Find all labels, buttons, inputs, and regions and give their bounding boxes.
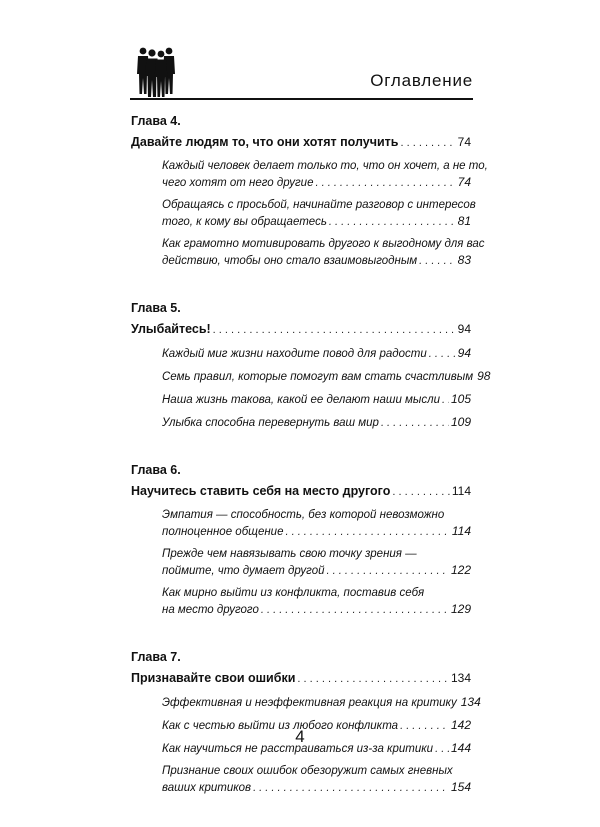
page-title: Оглавление [370, 71, 473, 90]
section-page: 98 [477, 369, 491, 383]
section-title-line: Как грамотно мотивировать другого к выгодному для вас [162, 238, 485, 250]
section-page: 154 [450, 780, 471, 794]
section-title-line: Эффективная и неэффективная реакция на критику [162, 697, 457, 709]
section-title-line: поймите, что думает другой [162, 565, 325, 577]
dot-leader [327, 563, 449, 579]
dot-leader [261, 602, 449, 618]
people-silhouettes-icon [134, 44, 178, 98]
section-page: 129 [450, 602, 471, 616]
chapter-title-entry[interactable] [131, 134, 471, 152]
table-of-contents [131, 113, 491, 827]
section-title-line: чего хотят от него другие [162, 177, 314, 189]
chapter-title: Признавайте свои ошибки [131, 671, 296, 685]
chapter-title-entry[interactable] [131, 321, 471, 339]
chapter-label: Глава 5. [131, 301, 181, 315]
section-title-line: Обращаясь с просьбой, начинайте разговор с интересов [162, 199, 476, 211]
section-title-line: Как с честью выйти из любого конфликта [162, 720, 399, 732]
section-page: 109 [450, 415, 471, 429]
section-page: 134 [460, 695, 481, 709]
section-title-line: Каждый миг жизни находите повод для радости [162, 348, 427, 360]
dot-leader [297, 671, 449, 688]
page-number: 4 [295, 727, 305, 746]
section-title-line: на место другого [162, 604, 259, 616]
dot-leader [429, 346, 456, 362]
section-entry[interactable] [162, 368, 491, 385]
chapter-label: Глава 6. [131, 463, 181, 477]
page-header [130, 48, 473, 100]
section-title-line: ваших критиков [162, 782, 252, 794]
dot-leader [381, 415, 449, 431]
section-page: 81 [457, 214, 471, 228]
chapter-page: 74 [457, 135, 471, 149]
section-title-line: того, к кому вы обращаетесь [162, 216, 327, 228]
chapter-4 [131, 113, 488, 269]
chapter-title: Научитесь ставить себя на место другого [131, 484, 391, 498]
dot-leader [419, 253, 455, 269]
dot-leader [253, 780, 449, 796]
section-entry[interactable] [162, 414, 471, 431]
dot-leader [392, 484, 449, 501]
chapter-7 [131, 649, 481, 796]
section-entry[interactable] [162, 197, 476, 230]
section-title-line: Каждый человек делает только то, что он хочет, а не то, [162, 160, 488, 172]
section-title-line: полноценное общение [162, 526, 284, 538]
section-title-line: Признание своих ошибок обезоружит самых гневных [162, 765, 453, 777]
chapter-label: Глава 7. [131, 650, 181, 664]
dot-leader [401, 135, 456, 152]
section-entry[interactable] [162, 763, 471, 796]
dot-leader [315, 175, 455, 191]
section-title-line: Эмпатия — способность, без которой невозможно [162, 509, 445, 521]
section-title-line: Наша жизнь такова, какой ее делают наши мысли [162, 394, 441, 406]
chapter-title: Давайте людям то, что они хотят получить [131, 135, 399, 149]
section-page: 142 [450, 718, 471, 732]
chapter-title-entry[interactable] [131, 483, 471, 501]
section-title-line: Прежде чем навязывать свою точку зрения — [162, 548, 417, 560]
section-page: 144 [450, 741, 471, 755]
chapter-page: 134 [450, 671, 471, 685]
section-list [131, 345, 491, 431]
chapter-label: Глава 4. [131, 114, 181, 128]
chapter-page: 94 [457, 322, 471, 336]
dot-leader [213, 322, 456, 339]
section-title-line: Как научиться не расстраиваться из-за критики [162, 743, 434, 755]
section-page: 83 [457, 253, 471, 267]
section-entry[interactable] [162, 546, 471, 579]
section-page: 105 [450, 392, 471, 406]
section-title-line: Семь правил, которые помогут вам стать счастливым [162, 371, 474, 383]
chapter-5 [131, 300, 491, 431]
section-title-line: Улыбка способна перевернуть ваш мир [162, 417, 379, 429]
section-page: 122 [450, 563, 471, 577]
section-entry[interactable] [162, 158, 488, 191]
dot-leader [442, 392, 449, 408]
section-entry[interactable] [162, 391, 471, 408]
dot-leader [329, 214, 456, 230]
section-page: 94 [457, 346, 471, 360]
section-entry[interactable] [162, 345, 471, 362]
section-list [131, 158, 488, 269]
section-list [131, 507, 471, 618]
section-page: 74 [457, 175, 471, 189]
section-title-line: Как мирно выйти из конфликта, поставив себя [162, 587, 425, 599]
section-entry[interactable] [162, 694, 481, 711]
section-title-line: действию, чтобы оно стало взаимовыгодным [162, 255, 418, 267]
section-page: 114 [451, 524, 471, 538]
section-entry[interactable] [162, 507, 471, 540]
dot-leader [285, 524, 449, 540]
section-entry[interactable] [162, 585, 471, 618]
section-entry[interactable] [162, 236, 485, 269]
chapter-title: Улыбайтесь! [131, 322, 211, 336]
chapter-title-entry[interactable] [131, 670, 471, 688]
chapter-6 [131, 462, 471, 618]
chapter-page: 114 [451, 484, 471, 498]
